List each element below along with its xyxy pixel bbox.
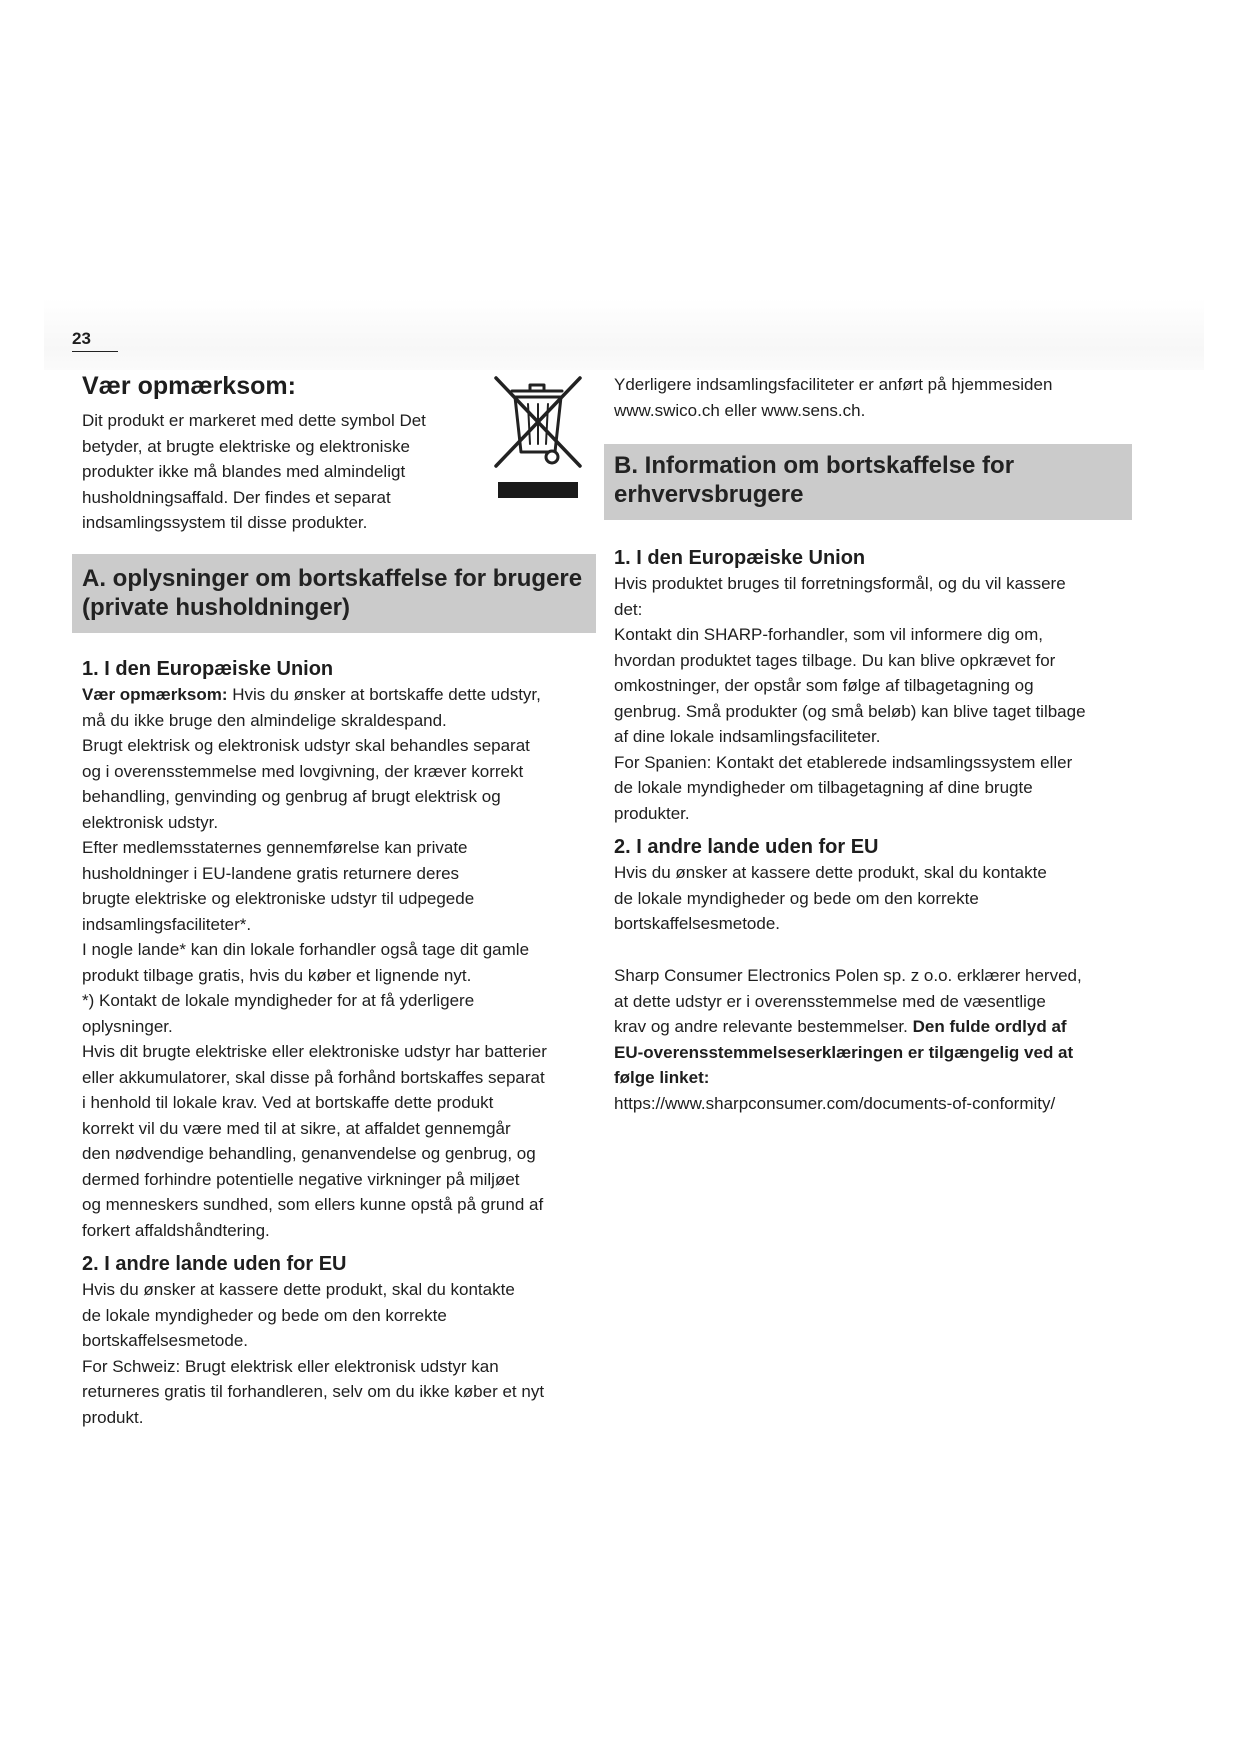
section-b-header xyxy=(604,444,1132,520)
crossed-out-wheelie-bin-icon xyxy=(492,374,584,504)
body-line: husholdninger i EU-landene gratis returnere deres xyxy=(82,863,460,883)
body-line: de lokale myndigheder om tilbagetagning af dine brugte xyxy=(614,778,1033,797)
section-b-eu xyxy=(614,545,1134,826)
section-a-title-line: (private husholdninger) xyxy=(82,594,351,621)
body-line: oplysninger. xyxy=(82,1016,173,1036)
body-line: og i overensstemmelse med lovgivning, der kræver korrekt xyxy=(82,761,524,781)
section-b-title-line: erhvervsbrugere xyxy=(614,481,804,508)
body-line: bortskaffelsesmetode. xyxy=(82,1331,248,1350)
plain-text: krav og andre relevante bestemmelser. xyxy=(614,1017,913,1036)
body-line: omkostninger, der opstår som følge af tilbagetagning og xyxy=(614,676,1034,695)
body-line: genbrug. Små produkter (og små beløb) kan blive taget tilbage xyxy=(614,701,1086,721)
body-line: Efter medlemsstaternes gennemførelse kan private xyxy=(82,838,468,857)
body-line: Hvis dit brugte elektriske eller elektroniske udstyr har batterier xyxy=(82,1042,547,1061)
attention-text xyxy=(82,408,482,536)
section-b-title-line: B. Information om bortskaffelse for xyxy=(614,452,1015,479)
body-line: de lokale myndigheder og bede om den korrekte xyxy=(614,888,979,908)
body-line: Yderligere indsamlingsfaciliteter er anført på hjemmesiden xyxy=(614,375,1053,394)
body-line: Sharp Consumer Electronics Polen sp. z o.o. erklærer herved, xyxy=(614,966,1082,985)
body-line: eller akkumulatorer, skal disse på forhånd bortskaffes separat xyxy=(82,1067,545,1087)
attention-line: produkter ikke må blandes med almindeligt xyxy=(82,462,406,481)
conformity-declaration xyxy=(614,963,1134,1116)
body-line: *) Kontakt de lokale myndigheder for at få yderligere xyxy=(82,991,475,1010)
body-line: bortskaffelsesmetode. xyxy=(614,914,780,933)
page-number: 23 xyxy=(72,329,118,352)
section-a-other xyxy=(82,1251,602,1430)
bold-line: følge linket: xyxy=(614,1068,710,1087)
body-line: produkt tilbage gratis, hvis du køber et lignende nyt. xyxy=(82,965,472,985)
body-line: Hvis du ønsker at kassere dette produkt, skal du kontakte xyxy=(614,863,1047,882)
body-line: www.swico.ch eller www.sens.ch. xyxy=(614,400,866,420)
body-line: Hvis du ønsker at kassere dette produkt, skal du kontakte xyxy=(82,1280,515,1299)
body-line: Brugt elektrisk og elektronisk udstyr skal behandles separat xyxy=(82,736,530,755)
body-line: hvordan produktet tages tilbage. Du kan blive opkrævet for xyxy=(614,650,1056,670)
additional-facilities-text xyxy=(614,372,1134,423)
body-line: af dine lokale indsamlingsfaciliteter. xyxy=(614,727,881,746)
attention-line: indsamlingssystem til disse produkter. xyxy=(82,513,368,532)
body-line: indsamlingsfaciliteter*. xyxy=(82,914,252,934)
body-line: i henhold til lokale krav. Ved at bortskaffe dette produkt xyxy=(82,1093,494,1112)
body-line: dermed forhindre potentielle negative virkninger på miljøet xyxy=(82,1169,520,1189)
lead-text: Hvis du ønsker at bortskaffe dette udstyr, xyxy=(227,685,541,704)
body-line: For Schweiz: Brugt elektrisk eller elektronisk udstyr kan xyxy=(82,1356,499,1376)
section-a-eu-lead xyxy=(82,682,602,708)
section-b-eu-heading: 1. I den Europæiske Union xyxy=(614,547,866,569)
bold-line: EU-overensstemmelseserklæringen er tilgængelig ved at xyxy=(614,1042,1074,1062)
section-a-other-heading: 2. I andre lande uden for EU xyxy=(82,1253,347,1275)
body-line: behandling, genvinding og genbrug af brugt elektrisk og xyxy=(82,787,501,806)
body-line: det: xyxy=(614,599,643,619)
bold-text: Den fulde ordlyd af xyxy=(912,1017,1067,1036)
body-line: korrekt vil du være med til at sikre, at affaldet gennemgår xyxy=(82,1118,511,1138)
body-line: de lokale myndigheder og bede om den korrekte xyxy=(82,1305,447,1325)
section-a-eu xyxy=(82,656,602,1243)
attention-line: betyder, at brugte elektriske og elektroniske xyxy=(82,436,410,456)
section-b-other xyxy=(614,834,1134,937)
body-line: produkter. xyxy=(614,803,690,823)
section-a-title-line: A. oplysninger om bortskaffelse for brugere xyxy=(82,565,583,592)
body-line: Kontakt din SHARP-forhandler, som vil informere dig om, xyxy=(614,625,1043,644)
attention-line: Dit produkt er markeret med dette symbol Det xyxy=(82,411,426,430)
body-line: returneres gratis til forhandleren, selv om du ikke køber et nyt xyxy=(82,1382,545,1401)
attention-heading: Vær opmærksom: xyxy=(82,372,296,400)
attention-label: Vær opmærksom: xyxy=(82,685,228,704)
section-a-eu-heading: 1. I den Europæiske Union xyxy=(82,658,334,680)
body-line: I nogle lande* kan din lokale forhandler også tage dit gamle xyxy=(82,940,530,959)
body-line: Hvis produktet bruges til forretningsformål, og du vil kassere xyxy=(614,574,1066,593)
section-a-header xyxy=(72,554,596,633)
body-line: den nødvendige behandling, genanvendelse og genbrug, og xyxy=(82,1144,536,1163)
body-line: at dette udstyr er i overensstemmelse med de væsentlige xyxy=(614,991,1046,1011)
body-line: For Spanien: Kontakt det etablerede indsamlingssystem eller xyxy=(614,752,1073,772)
declaration-mixed-line xyxy=(614,1014,1134,1040)
scan-shadow-band xyxy=(44,298,1204,370)
body-line: produkt. xyxy=(82,1407,144,1427)
section-b-other-heading: 2. I andre lande uden for EU xyxy=(614,836,879,858)
body-line: elektronisk udstyr. xyxy=(82,812,219,832)
body-line: må du ikke bruge den almindelige skraldespand. xyxy=(82,710,447,730)
body-line: og menneskers sundhed, som ellers kunne opstå på grund af xyxy=(82,1195,544,1214)
body-line: brugte elektriske og elektroniske udstyr til udpegede xyxy=(82,889,475,908)
body-line: forkert affaldshåndtering. xyxy=(82,1220,270,1240)
attention-line: husholdningsaffald. Der findes et separat xyxy=(82,487,391,507)
conformity-link[interactable]: https://www.sharpconsumer.com/documents-of-conformity/ xyxy=(614,1093,1056,1113)
